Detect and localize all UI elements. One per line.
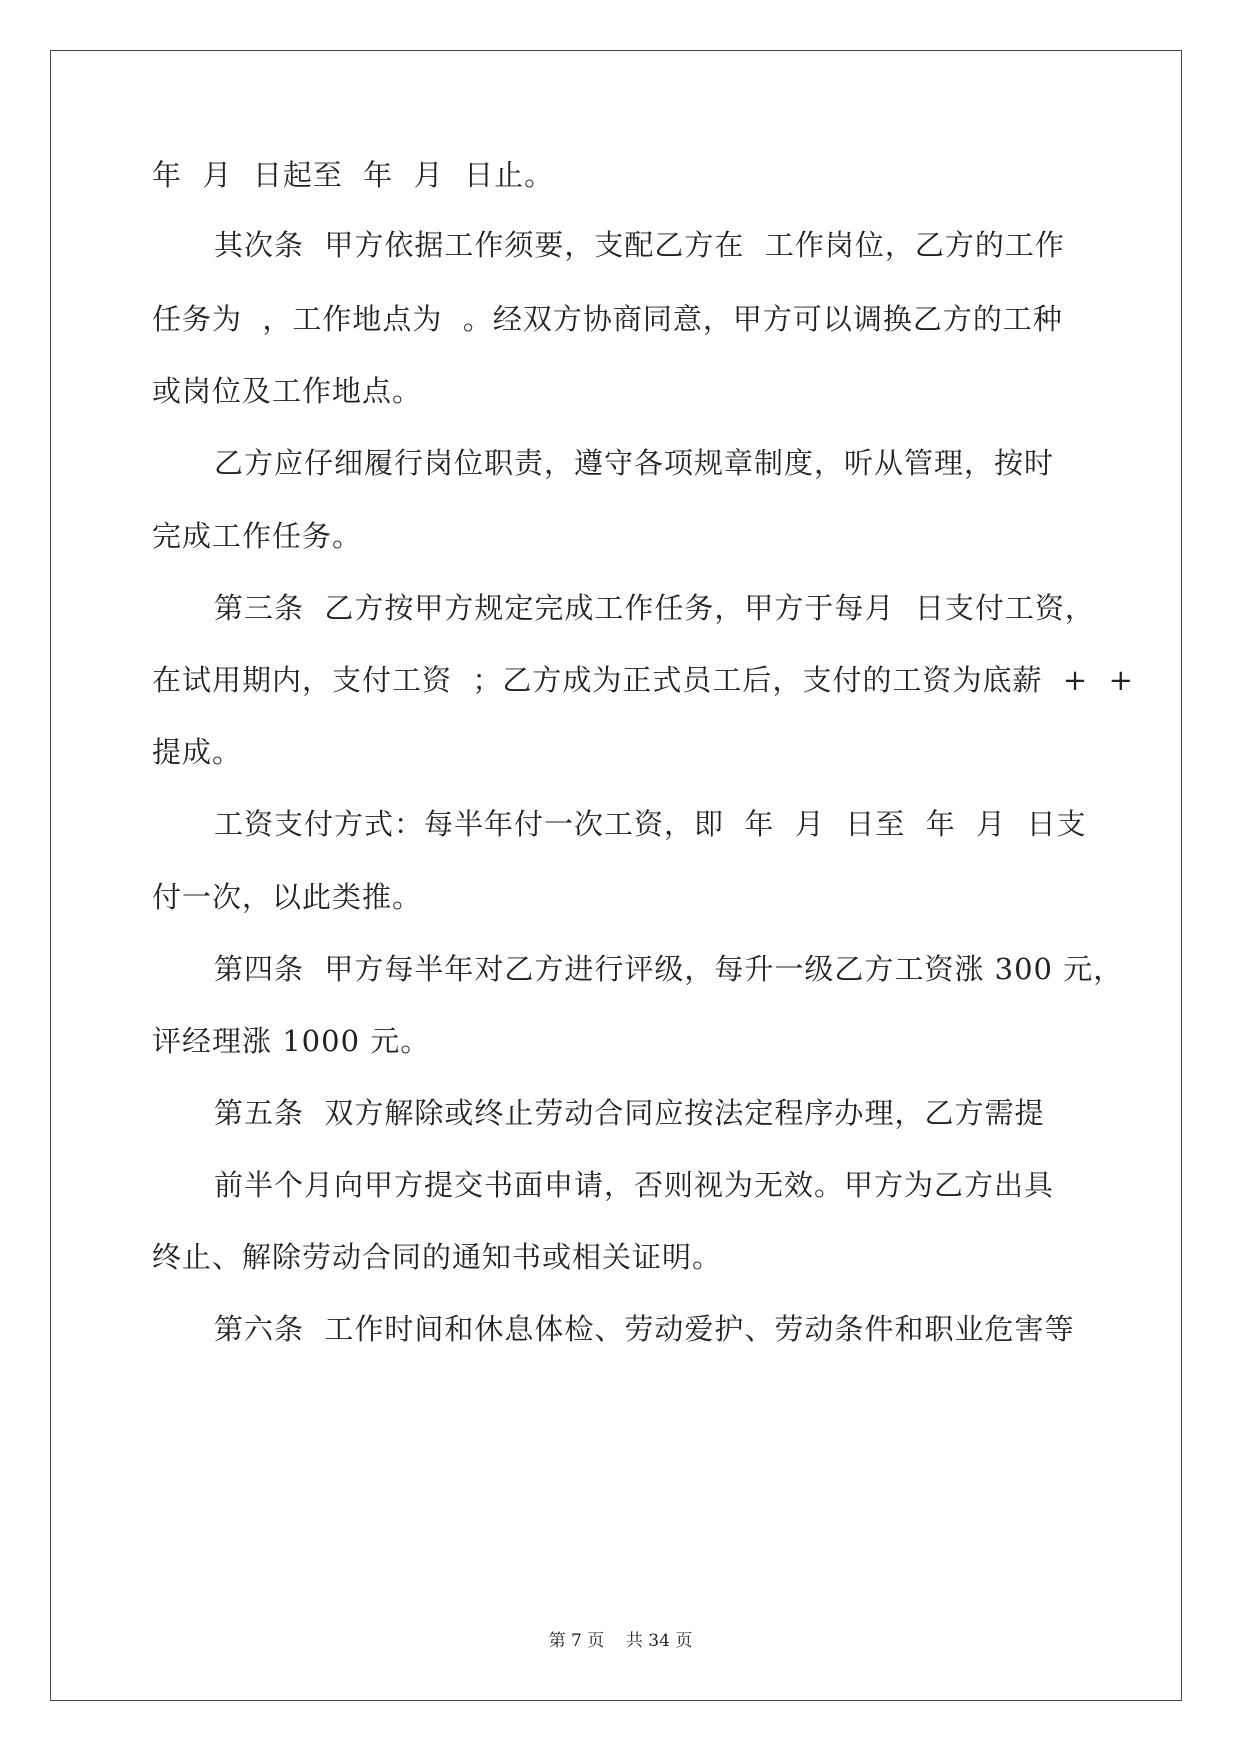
text-line-8: 在试用期内，支付工资 ；乙方成为正式员工后，支付的工资为底薪 + + [152, 663, 1134, 697]
text-line-17: 第六条 工作时间和休息体检、劳动爱护、劳动条件和职业危害等 [214, 1312, 1075, 1346]
text-line-11: 付一次，以此类推。 [152, 880, 423, 914]
text-line-4: 或岗位及工作地点。 [152, 374, 423, 408]
page-number: 第 7 页 共 34 页 [548, 1631, 693, 1651]
text-line-3: 任务为 ，工作地点为 。经双方协商同意，甲方可以调换乙方的工种 [152, 302, 1063, 336]
text-line-6: 完成工作任务。 [152, 519, 363, 553]
text-line-14: 第五条 双方解除或终止劳动合同应按法定程序办理，乙方需提 [214, 1096, 1045, 1130]
text-line-2: 其次条 甲方依据工作须要，支配乙方在 工作岗位，乙方的工作 [214, 228, 1065, 262]
text-line-10: 工资支付方式：每半年付一次工资，即 年 月 日至 年 月 日支 [214, 807, 1087, 841]
text-line-16: 终止、解除劳动合同的通知书或相关证明。 [152, 1240, 723, 1274]
text-line-5: 乙方应仔细履行岗位职责，遵守各项规章制度，听从管理，按时 [214, 446, 1055, 480]
page-frame [50, 50, 1182, 1701]
text-line-1: 年 月 日起至 年 月 日止。 [152, 158, 555, 192]
text-line-7: 第三条 乙方按甲方规定完成工作任务，甲方于每月 日支付工资， [214, 591, 1095, 625]
text-line-15: 前半个月向甲方提交书面申请，否则视为无效。甲方为乙方出具 [214, 1168, 1055, 1202]
text-line-13: 评经理涨 1000 元。 [152, 1024, 431, 1058]
text-line-12: 第四条 甲方每半年对乙方进行评级，每升一级乙方工资涨 300 元， [214, 952, 1124, 986]
text-line-9: 提成。 [152, 735, 243, 769]
